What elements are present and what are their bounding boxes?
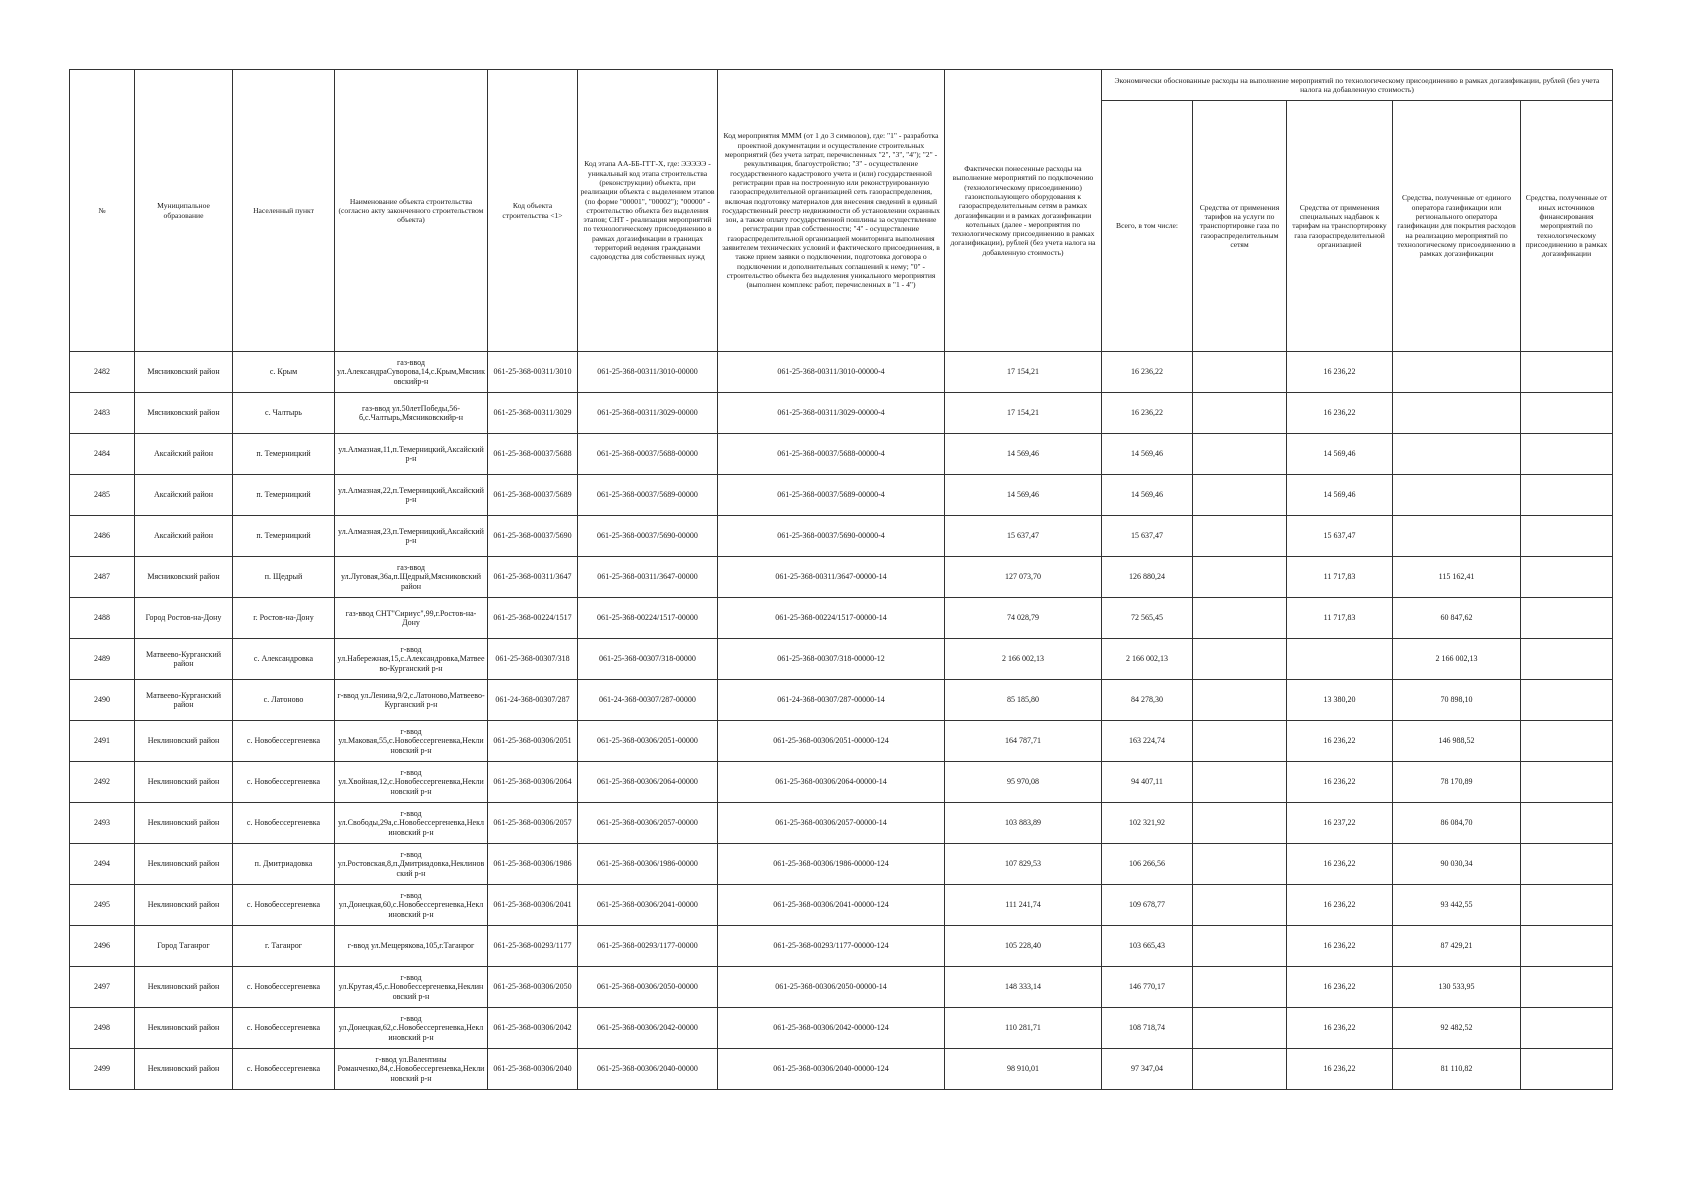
cell-actual-costs: 74 028,79: [945, 598, 1102, 639]
cell-settlement: с. Новобессергеневка: [233, 967, 335, 1008]
cell-stage-code: 061-24-368-00307/287-00000: [578, 680, 718, 721]
cell-stage-code: 061-25-368-00311/3010-00000: [578, 352, 718, 393]
cell-number: 2494: [70, 844, 135, 885]
cell-stage-code: 061-25-368-00306/2050-00000: [578, 967, 718, 1008]
cell-event-code: 061-25-368-00224/1517-00000-14: [718, 598, 945, 639]
cell-number: 2495: [70, 885, 135, 926]
cell-settlement: с. Новобессергеневка: [233, 762, 335, 803]
header-object-name: Наименование объекта строительства (согласно акту законченного строительством объекта): [335, 70, 488, 352]
cell-stage-code: 061-25-368-00306/2040-00000: [578, 1049, 718, 1090]
cell-object-code: 061-25-368-00311/3029: [488, 393, 578, 434]
table-row: [70, 803, 1613, 844]
table-row: [70, 762, 1613, 803]
cell-operator-funds: 93 442,55: [1393, 885, 1521, 926]
cell-tariffs: [1193, 557, 1287, 598]
cell-settlement: п. Темерницкий: [233, 475, 335, 516]
cell-tariffs: [1193, 721, 1287, 762]
cell-tariffs: [1193, 639, 1287, 680]
cell-municipality: Мясниковский район: [135, 352, 233, 393]
cell-object-code: 061-25-368-00307/318: [488, 639, 578, 680]
cell-object-name: г-ввод ул.Свободы,29а,с.Новобессергеневка,Неклиновский р-н: [335, 803, 488, 844]
cell-tariffs: [1193, 844, 1287, 885]
cell-other-sources: [1521, 434, 1613, 475]
header-event-code: Код мероприятия МММ (от 1 до 3 символов), где: "1" - разработка проектной документации и осуществление строительных мероприятий (без учета затрат, перечисленных "2", "3", "4"); "2" - рекультивация, благоустройство; "3" - осуществление государственного кадастрового учета и (или) государственной регистрации прав на построенную или реконструированную газораспределительной организацией сеть газораспределения, включая подготовку материалов для внесения сведений в единый государственный реестр недвижимости об установлении охранных зон, а также оплату государственной пошлины за осуществление регистрации прав собственности; "4" - осуществление газораспределительной организацией мониторинга выполнения заявителем технических условий и фактического присоединения, в также прием заявки о подключении, подготовка договора о подключении и дополнительных соглашений к нему; "0" - строительство объекта без выделения уникального мероприятия (выполнен комплекс работ, перечисленных в "1 - 4"): [718, 70, 945, 352]
cell-object-code: 061-25-368-00037/5690: [488, 516, 578, 557]
cell-special-surcharges: 11 717,83: [1287, 557, 1393, 598]
cell-special-surcharges: 16 236,22: [1287, 967, 1393, 1008]
table-row: [70, 680, 1613, 721]
cell-actual-costs: 164 787,71: [945, 721, 1102, 762]
cell-settlement: с. Чалтырь: [233, 393, 335, 434]
cell-tariffs: [1193, 762, 1287, 803]
cell-other-sources: [1521, 639, 1613, 680]
cell-actual-costs: 148 333,14: [945, 967, 1102, 1008]
cell-object-code: 061-25-368-00306/2041: [488, 885, 578, 926]
cell-object-name: ул.Алмазная,11,п.Темерницкий,Аксайскийр-н: [335, 434, 488, 475]
cell-actual-costs: 98 910,01: [945, 1049, 1102, 1090]
cell-settlement: г. Таганрог: [233, 926, 335, 967]
cell-number: 2485: [70, 475, 135, 516]
cell-object-name: газ-ввод СНТ"Сириус",99,г.Ростов-на-Дону: [335, 598, 488, 639]
cell-event-code: 061-24-368-00307/287-00000-14: [718, 680, 945, 721]
cell-actual-costs: 111 241,74: [945, 885, 1102, 926]
cell-other-sources: [1521, 352, 1613, 393]
cell-event-code: 061-25-368-00306/2041-00000-124: [718, 885, 945, 926]
cell-number: 2490: [70, 680, 135, 721]
cell-municipality: Аксайский район: [135, 475, 233, 516]
cell-municipality: Неклиновский район: [135, 803, 233, 844]
cell-stage-code: 061-25-368-00306/2057-00000: [578, 803, 718, 844]
cell-number: 2498: [70, 1008, 135, 1049]
cell-special-surcharges: 16 236,22: [1287, 721, 1393, 762]
cell-municipality: Неклиновский район: [135, 762, 233, 803]
cell-operator-funds: 81 110,82: [1393, 1049, 1521, 1090]
table-row: [70, 1008, 1613, 1049]
cell-settlement: с. Новобессергеневка: [233, 721, 335, 762]
cell-special-surcharges: 16 236,22: [1287, 1049, 1393, 1090]
cell-event-code: 061-25-368-00306/2050-00000-14: [718, 967, 945, 1008]
cell-tariffs: [1193, 434, 1287, 475]
table-row: [70, 844, 1613, 885]
cell-operator-funds: 87 429,21: [1393, 926, 1521, 967]
cell-stage-code: 061-25-368-00306/2041-00000: [578, 885, 718, 926]
cell-object-code: 061-25-368-00306/2040: [488, 1049, 578, 1090]
cell-total: 15 637,47: [1102, 516, 1193, 557]
cell-actual-costs: 14 569,46: [945, 475, 1102, 516]
table-row: [70, 557, 1613, 598]
cell-object-code: 061-25-368-00311/3010: [488, 352, 578, 393]
cell-event-code: 061-25-368-00311/3029-00000-4: [718, 393, 945, 434]
cell-operator-funds: [1393, 475, 1521, 516]
cell-object-code: 061-25-368-00306/1986: [488, 844, 578, 885]
cell-municipality: Матвеево-Курганский район: [135, 680, 233, 721]
cell-object-code: 061-25-368-00306/2042: [488, 1008, 578, 1049]
cell-tariffs: [1193, 598, 1287, 639]
cell-number: 2492: [70, 762, 135, 803]
cell-settlement: с. Новобессергеневка: [233, 803, 335, 844]
table-row: [70, 885, 1613, 926]
cell-special-surcharges: 16 236,22: [1287, 844, 1393, 885]
cell-operator-funds: [1393, 393, 1521, 434]
header-justified-costs-group: Экономически обоснованные расходы на выполнение мероприятий по технологическому присоединению в рамках догазификации, рублей (без учета налога на добавленную стоимость): [1102, 70, 1613, 101]
cell-special-surcharges: 16 236,22: [1287, 885, 1393, 926]
cell-special-surcharges: 16 236,22: [1287, 1008, 1393, 1049]
cell-municipality: Аксайский район: [135, 434, 233, 475]
cell-object-code: 061-25-368-00306/2051: [488, 721, 578, 762]
header-no: №: [70, 70, 135, 352]
header-stage-code: Код этапа АА-ББ-ГГГ-Х, где: ЭЭЭЭЭ - уникальный код этапа строительства (реконструкции) объекта, при реализации объекта с выделением этапов (по форме "00001", "00002"); "00000" - строительство объекта без выделения этапов; СНТ - реализация мероприятий по технологическому присоединению в рамках догазификации в границах территорий ведения гражданами садоводства для собственных нужд: [578, 70, 718, 352]
cell-tariffs: [1193, 352, 1287, 393]
table-row: [70, 1049, 1613, 1090]
cell-tariffs: [1193, 803, 1287, 844]
cell-special-surcharges: 16 236,22: [1287, 393, 1393, 434]
cell-tariffs: [1193, 516, 1287, 557]
cell-stage-code: 061-25-368-00306/2051-00000: [578, 721, 718, 762]
cell-object-code: 061-25-368-00224/1517: [488, 598, 578, 639]
cell-event-code: 061-25-368-00311/3010-00000-4: [718, 352, 945, 393]
table-row: [70, 393, 1613, 434]
cell-settlement: с. Крым: [233, 352, 335, 393]
cell-object-name: г-ввод ул.Маковая,55,с.Новобессергеневка,Неклиновский р-н: [335, 721, 488, 762]
cell-settlement: п. Дмитриадовка: [233, 844, 335, 885]
cell-settlement: с. Новобессергеневка: [233, 885, 335, 926]
cell-other-sources: [1521, 557, 1613, 598]
cell-operator-funds: 2 166 002,13: [1393, 639, 1521, 680]
cell-object-code: 061-25-368-00037/5688: [488, 434, 578, 475]
cell-object-name: газ-ввод ул.50летПобеды,56-б,с.Чалтырь,Мясниковскийр-н: [335, 393, 488, 434]
cell-actual-costs: 95 970,08: [945, 762, 1102, 803]
cell-tariffs: [1193, 967, 1287, 1008]
cell-object-name: г-ввод ул.Донецкая,60,с.Новобессергеневка,Неклиновский р-н: [335, 885, 488, 926]
cell-operator-funds: 130 533,95: [1393, 967, 1521, 1008]
cell-stage-code: 061-25-368-00037/5688-00000: [578, 434, 718, 475]
cell-operator-funds: 90 030,34: [1393, 844, 1521, 885]
cell-event-code: 061-25-368-00306/2051-00000-124: [718, 721, 945, 762]
cell-number: 2486: [70, 516, 135, 557]
cell-object-name: г-ввод ул.Валентины Романченко,84,с.Новобессергеневка,Неклиновский р-н: [335, 1049, 488, 1090]
cell-tariffs: [1193, 680, 1287, 721]
cell-event-code: 061-25-368-00306/1986-00000-124: [718, 844, 945, 885]
cell-object-name: г-ввод ул.Хвойная,12,с.Новобессергеневка,Неклиновский р-н: [335, 762, 488, 803]
cell-other-sources: [1521, 598, 1613, 639]
cell-special-surcharges: 14 569,46: [1287, 434, 1393, 475]
cell-settlement: с. Латоново: [233, 680, 335, 721]
cell-special-surcharges: 11 717,83: [1287, 598, 1393, 639]
cell-settlement: п. Щедрый: [233, 557, 335, 598]
cell-operator-funds: [1393, 516, 1521, 557]
cell-object-code: 061-25-368-00293/1177: [488, 926, 578, 967]
cell-total: 108 718,74: [1102, 1008, 1193, 1049]
cell-operator-funds: 70 898,10: [1393, 680, 1521, 721]
cell-total: 126 880,24: [1102, 557, 1193, 598]
cell-number: 2497: [70, 967, 135, 1008]
cell-object-name: ул.Алмазная,22,п.Темерницкий,Аксайскийр-н: [335, 475, 488, 516]
cell-other-sources: [1521, 721, 1613, 762]
cell-number: 2489: [70, 639, 135, 680]
cell-stage-code: 061-25-368-00224/1517-00000: [578, 598, 718, 639]
table-row: [70, 639, 1613, 680]
cell-number: 2491: [70, 721, 135, 762]
cell-actual-costs: 15 637,47: [945, 516, 1102, 557]
cell-event-code: 061-25-368-00037/5689-00000-4: [718, 475, 945, 516]
cell-total: 146 770,17: [1102, 967, 1193, 1008]
cell-stage-code: 061-25-368-00037/5690-00000: [578, 516, 718, 557]
cell-other-sources: [1521, 762, 1613, 803]
cell-object-code: 061-25-368-00037/5689: [488, 475, 578, 516]
cell-stage-code: 061-25-368-00037/5689-00000: [578, 475, 718, 516]
cell-municipality: Неклиновский район: [135, 844, 233, 885]
cell-event-code: 061-25-368-00037/5688-00000-4: [718, 434, 945, 475]
cell-total: 97 347,04: [1102, 1049, 1193, 1090]
cell-special-surcharges: 16 236,22: [1287, 352, 1393, 393]
table-row: [70, 352, 1613, 393]
cell-tariffs: [1193, 475, 1287, 516]
cell-operator-funds: 60 847,62: [1393, 598, 1521, 639]
cell-actual-costs: 103 883,89: [945, 803, 1102, 844]
cell-event-code: 061-25-368-00307/318-00000-12: [718, 639, 945, 680]
cell-object-name: г-ввод ул.Крутая,45,с.Новобессергеневка,Неклиновский р-н: [335, 967, 488, 1008]
table-row: [70, 516, 1613, 557]
cell-object-name: г-ввод ул.Набережная,15,с.Александровка,Матвеево-Курганский р-н: [335, 639, 488, 680]
cell-total: 103 665,43: [1102, 926, 1193, 967]
cell-actual-costs: 110 281,71: [945, 1008, 1102, 1049]
cell-stage-code: 061-25-368-00306/1986-00000: [578, 844, 718, 885]
cell-operator-funds: [1393, 352, 1521, 393]
cell-number: 2496: [70, 926, 135, 967]
cell-operator-funds: 86 084,70: [1393, 803, 1521, 844]
cell-other-sources: [1521, 680, 1613, 721]
gasification-table: [69, 69, 1613, 1090]
cell-number: 2493: [70, 803, 135, 844]
cell-total: 14 569,46: [1102, 475, 1193, 516]
cell-event-code: 061-25-368-00306/2057-00000-14: [718, 803, 945, 844]
cell-total: 14 569,46: [1102, 434, 1193, 475]
cell-object-name: ул.Алмазная,23,п.Темерницкий,Аксайскийр-н: [335, 516, 488, 557]
cell-number: 2499: [70, 1049, 135, 1090]
cell-actual-costs: 17 154,21: [945, 352, 1102, 393]
cell-operator-funds: 115 162,41: [1393, 557, 1521, 598]
cell-settlement: с. Новобессергеневка: [233, 1008, 335, 1049]
cell-special-surcharges: 16 237,22: [1287, 803, 1393, 844]
cell-number: 2483: [70, 393, 135, 434]
cell-operator-funds: [1393, 434, 1521, 475]
cell-tariffs: [1193, 885, 1287, 926]
header-tariffs: Средства от применения тарифов на услуги по транспортировке газа по газораспределительным сетям: [1193, 101, 1287, 352]
cell-object-code: 061-25-368-00306/2050: [488, 967, 578, 1008]
cell-other-sources: [1521, 803, 1613, 844]
cell-other-sources: [1521, 926, 1613, 967]
cell-total: 2 166 002,13: [1102, 639, 1193, 680]
cell-municipality: Неклиновский район: [135, 1049, 233, 1090]
cell-stage-code: 061-25-368-00306/2042-00000: [578, 1008, 718, 1049]
header-special-surcharges: Средства от применения специальных надбавок к тарифам на транспортировку газа газораспределительной организацией: [1287, 101, 1393, 352]
cell-number: 2488: [70, 598, 135, 639]
cell-municipality: Неклиновский район: [135, 1008, 233, 1049]
header-other-sources: Средства, полученные от иных источников финансирования мероприятий по технологическому присоединению в рамках догазификации: [1521, 101, 1613, 352]
cell-settlement: г. Ростов-на-Дону: [233, 598, 335, 639]
cell-other-sources: [1521, 516, 1613, 557]
cell-object-code: 061-24-368-00307/287: [488, 680, 578, 721]
cell-total: 16 236,22: [1102, 352, 1193, 393]
cell-municipality: Мясниковский район: [135, 557, 233, 598]
cell-actual-costs: 105 228,40: [945, 926, 1102, 967]
cell-operator-funds: 146 988,52: [1393, 721, 1521, 762]
cell-event-code: 061-25-368-00306/2064-00000-14: [718, 762, 945, 803]
table-row: [70, 926, 1613, 967]
cell-actual-costs: 85 185,80: [945, 680, 1102, 721]
header-object-code: Код объекта строительства <1>: [488, 70, 578, 352]
cell-settlement: п. Темерницкий: [233, 434, 335, 475]
cell-municipality: Город Ростов-на-Дону: [135, 598, 233, 639]
cell-total: 109 678,77: [1102, 885, 1193, 926]
cell-municipality: Неклиновский район: [135, 721, 233, 762]
cell-stage-code: 061-25-368-00311/3029-00000: [578, 393, 718, 434]
cell-total: 16 236,22: [1102, 393, 1193, 434]
cell-number: 2484: [70, 434, 135, 475]
header-total: Всего, в том числе:: [1102, 101, 1193, 352]
cell-special-surcharges: 15 637,47: [1287, 516, 1393, 557]
cell-other-sources: [1521, 393, 1613, 434]
cell-stage-code: 061-25-368-00307/318-00000: [578, 639, 718, 680]
cell-object-name: г-ввод ул.Ростовская,8,п.Дмитриадовка,Неклиновский р-н: [335, 844, 488, 885]
cell-event-code: 061-25-368-00306/2042-00000-124: [718, 1008, 945, 1049]
cell-actual-costs: 2 166 002,13: [945, 639, 1102, 680]
cell-other-sources: [1521, 967, 1613, 1008]
cell-total: 102 321,92: [1102, 803, 1193, 844]
header-municipality: Муниципальное образование: [135, 70, 233, 352]
cell-special-surcharges: 13 380,20: [1287, 680, 1393, 721]
cell-municipality: Неклиновский район: [135, 885, 233, 926]
table-row: [70, 434, 1613, 475]
cell-object-name: газ-ввод ул.Луговая,36а,п.Щедрый,Мясниковский район: [335, 557, 488, 598]
cell-total: 72 565,45: [1102, 598, 1193, 639]
cell-stage-code: 061-25-368-00311/3647-00000: [578, 557, 718, 598]
header-settlement: Населенный пункт: [233, 70, 335, 352]
cell-stage-code: 061-25-368-00306/2064-00000: [578, 762, 718, 803]
cell-actual-costs: 14 569,46: [945, 434, 1102, 475]
cell-object-name: газ-ввод ул.АлександраСуворова,14,с.Крым,Мясниковскийр-н: [335, 352, 488, 393]
cell-tariffs: [1193, 393, 1287, 434]
cell-other-sources: [1521, 1008, 1613, 1049]
cell-actual-costs: 17 154,21: [945, 393, 1102, 434]
cell-special-surcharges: 16 236,22: [1287, 926, 1393, 967]
cell-event-code: 061-25-368-00037/5690-00000-4: [718, 516, 945, 557]
cell-special-surcharges: [1287, 639, 1393, 680]
cell-other-sources: [1521, 844, 1613, 885]
cell-object-code: 061-25-368-00306/2057: [488, 803, 578, 844]
cell-total: 84 278,30: [1102, 680, 1193, 721]
cell-number: 2482: [70, 352, 135, 393]
cell-operator-funds: 78 170,89: [1393, 762, 1521, 803]
header-actual-costs: Фактически понесенные расходы на выполнение мероприятий по подключению (технологическому присоединению) газоиспользующего оборудования к газораспределительным сетям в рамках догазификации и в рамках догазификации котельных (далее - мероприятия по технологическому присоединению в рамках догазификации), рублей (без учета налога на добавленную стоимость): [945, 70, 1102, 352]
cell-municipality: Матвеево-Курганский район: [135, 639, 233, 680]
table-row: [70, 598, 1613, 639]
table-row: [70, 475, 1613, 516]
cell-total: 94 407,11: [1102, 762, 1193, 803]
cell-stage-code: 061-25-368-00293/1177-00000: [578, 926, 718, 967]
table-row: [70, 967, 1613, 1008]
header-operator-funds: Средства, полученные от единого оператора газификации или регионального оператора газификации для покрытия расходов на реализацию мероприятий по технологическому присоединению в рамках догазификации: [1393, 101, 1521, 352]
cell-municipality: Неклиновский район: [135, 967, 233, 1008]
cell-other-sources: [1521, 475, 1613, 516]
cell-object-name: г-ввод ул.Мещерякова,105,г.Таганрог: [335, 926, 488, 967]
cell-municipality: Город Таганрог: [135, 926, 233, 967]
cell-settlement: п. Темерницкий: [233, 516, 335, 557]
cell-total: 106 266,56: [1102, 844, 1193, 885]
cell-other-sources: [1521, 885, 1613, 926]
cell-settlement: с. Новобессергеневка: [233, 1049, 335, 1090]
cell-operator-funds: 92 482,52: [1393, 1008, 1521, 1049]
cell-event-code: 061-25-368-00311/3647-00000-14: [718, 557, 945, 598]
cell-event-code: 061-25-368-00306/2040-00000-124: [718, 1049, 945, 1090]
cell-settlement: с. Александровка: [233, 639, 335, 680]
cell-other-sources: [1521, 1049, 1613, 1090]
cell-object-code: 061-25-368-00311/3647: [488, 557, 578, 598]
cell-special-surcharges: 16 236,22: [1287, 762, 1393, 803]
cell-municipality: Мясниковский район: [135, 393, 233, 434]
cell-number: 2487: [70, 557, 135, 598]
cell-municipality: Аксайский район: [135, 516, 233, 557]
cell-actual-costs: 107 829,53: [945, 844, 1102, 885]
cell-event-code: 061-25-368-00293/1177-00000-124: [718, 926, 945, 967]
cell-actual-costs: 127 073,70: [945, 557, 1102, 598]
cell-object-code: 061-25-368-00306/2064: [488, 762, 578, 803]
table-row: [70, 721, 1613, 762]
cell-tariffs: [1193, 1008, 1287, 1049]
cell-special-surcharges: 14 569,46: [1287, 475, 1393, 516]
cell-tariffs: [1193, 926, 1287, 967]
cell-total: 163 224,74: [1102, 721, 1193, 762]
cell-object-name: г-ввод ул.Донецкая,62,с.Новобессергеневка,Неклиновский р-н: [335, 1008, 488, 1049]
cell-tariffs: [1193, 1049, 1287, 1090]
cell-object-name: г-ввод ул.Ленина,9/2,с.Латоново,Матвеево-Курганский р-н: [335, 680, 488, 721]
